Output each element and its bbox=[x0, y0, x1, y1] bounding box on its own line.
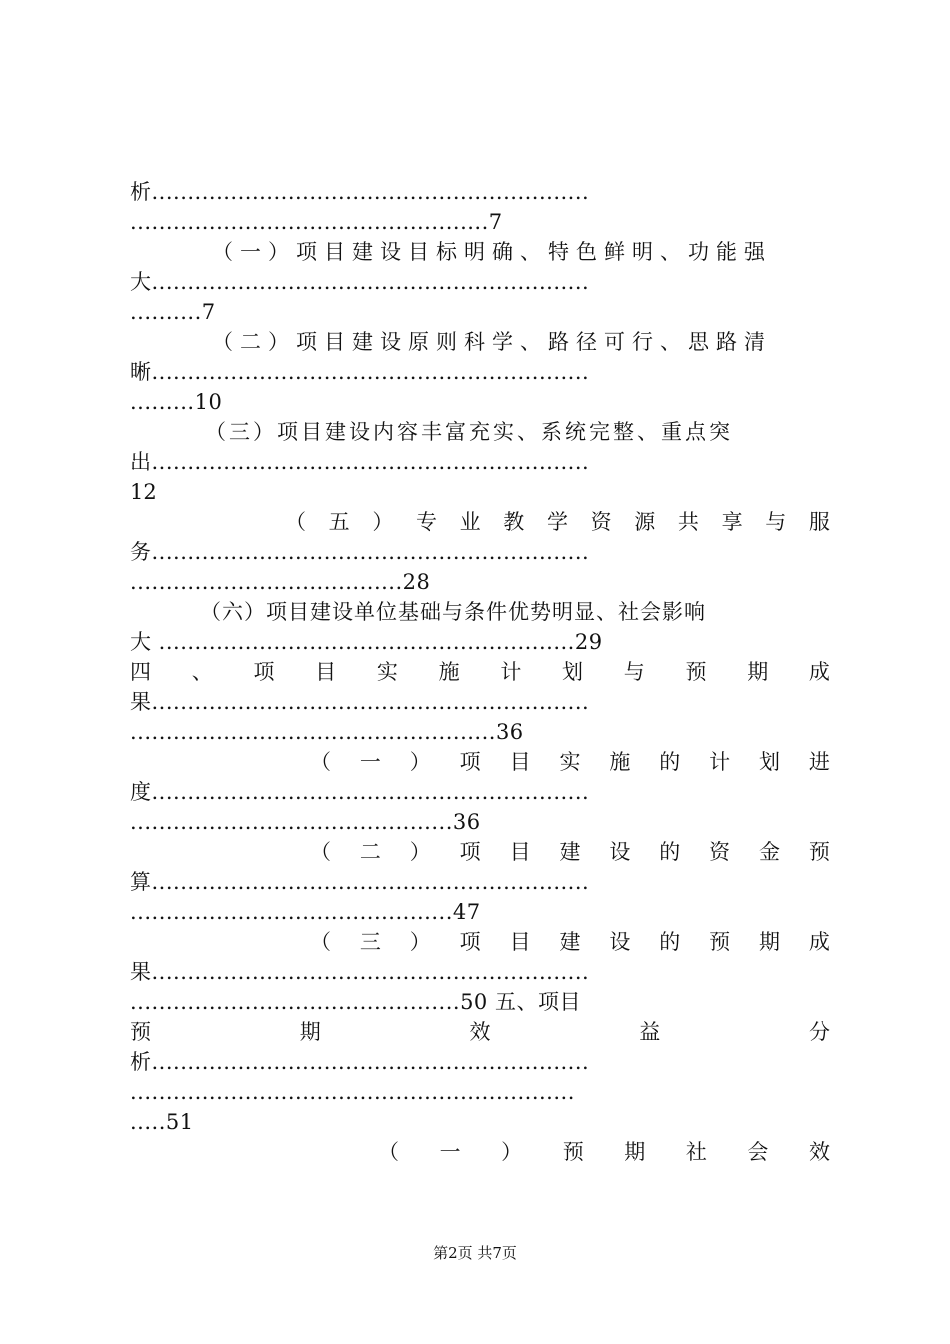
toc-char: 、 bbox=[191, 660, 213, 684]
toc-line: .........10 bbox=[130, 390, 223, 414]
toc-char: 实 bbox=[559, 750, 581, 774]
toc-char: 目 bbox=[315, 660, 337, 684]
toc-char: 项 bbox=[459, 840, 481, 864]
toc-line: 度............................................................. bbox=[130, 780, 590, 804]
toc-line: .............................................36 bbox=[130, 810, 481, 834]
toc-line: 果............................................................. bbox=[130, 690, 590, 714]
toc-entry-heading-justified bbox=[310, 837, 830, 867]
toc-char: 目 bbox=[509, 840, 531, 864]
toc-line: ...................................................36 bbox=[130, 720, 524, 744]
toc-line: 析............................................................. bbox=[130, 1050, 590, 1074]
toc-entry-heading-justified bbox=[310, 927, 830, 957]
toc-entry-heading-justified bbox=[130, 657, 830, 687]
toc-char: 实 bbox=[376, 660, 398, 684]
toc-char: 期 bbox=[747, 660, 769, 684]
toc-char: 期 bbox=[299, 1020, 321, 1044]
toc-line: .....51 bbox=[130, 1110, 194, 1134]
toc-char: 资 bbox=[709, 840, 731, 864]
toc-char: 共 bbox=[677, 510, 699, 534]
toc-line: .............................................................. bbox=[130, 1080, 575, 1104]
toc-char: 的 bbox=[659, 930, 681, 954]
toc-entry-heading: （二）项目建设原则科学、路径可行、思路清 bbox=[212, 330, 772, 354]
toc-char: 源 bbox=[634, 510, 656, 534]
toc-line: 果............................................................. bbox=[130, 960, 590, 984]
toc-char: 会 bbox=[747, 1140, 769, 1164]
toc-char: 成 bbox=[808, 930, 830, 954]
toc-char: 期 bbox=[759, 930, 781, 954]
toc-char: 的 bbox=[659, 840, 681, 864]
toc-char: 建 bbox=[559, 840, 581, 864]
toc-line: ..........7 bbox=[130, 300, 216, 324]
toc-char: 成 bbox=[808, 660, 830, 684]
toc-line: 析............................................................. bbox=[130, 180, 590, 204]
toc-char: 益 bbox=[639, 1020, 661, 1044]
toc-line: ......................................28 bbox=[130, 570, 431, 594]
toc-char: 金 bbox=[759, 840, 781, 864]
toc-char: 项 bbox=[253, 660, 275, 684]
toc-char: ） bbox=[501, 1140, 523, 1164]
toc-char: （ bbox=[310, 750, 331, 774]
toc-char: 效 bbox=[469, 1020, 491, 1044]
page-footer: 第2页 共7页 bbox=[433, 1244, 517, 1262]
toc-char: 施 bbox=[438, 660, 460, 684]
toc-line: ..................................................7 bbox=[130, 210, 503, 234]
toc-char: 预 bbox=[130, 1020, 151, 1044]
toc-char: ） bbox=[409, 930, 431, 954]
toc-char: 二 bbox=[359, 840, 381, 864]
toc-line: 12 bbox=[130, 480, 157, 504]
toc-char: 享 bbox=[721, 510, 743, 534]
toc-char: 资 bbox=[590, 510, 612, 534]
toc-char: 效 bbox=[808, 1140, 830, 1164]
toc-line: 大............................................................. bbox=[130, 270, 590, 294]
toc-char: 建 bbox=[559, 930, 581, 954]
toc-char: （ bbox=[310, 840, 331, 864]
toc-entry-heading: （六）项目建设单位基础与条件优势明显、社会影响 bbox=[200, 600, 706, 624]
toc-char: 划 bbox=[759, 750, 781, 774]
toc-entry-heading: （三）项目建设内容丰富充实、系统完整、重点突 bbox=[205, 420, 733, 444]
toc-char: 服 bbox=[808, 510, 830, 534]
toc-entry-heading: （一）项目建设目标明确、特色鲜明、功能强 bbox=[212, 240, 772, 264]
toc-char: 一 bbox=[439, 1140, 461, 1164]
toc-entry-heading-justified bbox=[285, 507, 830, 537]
toc-entry-heading-justified bbox=[130, 1017, 830, 1047]
toc-line: 晰............................................................. bbox=[130, 360, 590, 384]
toc-char: 与 bbox=[623, 660, 645, 684]
toc-entry-heading-justified bbox=[378, 1137, 830, 1167]
toc-char: 计 bbox=[500, 660, 522, 684]
toc-char: 业 bbox=[459, 510, 481, 534]
toc-char: 预 bbox=[562, 1140, 584, 1164]
toc-char: 学 bbox=[546, 510, 568, 534]
toc-char: 目 bbox=[509, 750, 531, 774]
toc-char: 期 bbox=[624, 1140, 646, 1164]
toc-char: 项 bbox=[459, 930, 481, 954]
toc-line: ..............................................50 五、项目 bbox=[130, 990, 581, 1014]
toc-char: （ bbox=[285, 510, 306, 534]
toc-line: 大 ..........................................................29 bbox=[130, 630, 603, 654]
toc-char: 分 bbox=[809, 1020, 830, 1044]
toc-char: 预 bbox=[685, 660, 707, 684]
toc-char: ） bbox=[409, 840, 431, 864]
toc-char: 教 bbox=[503, 510, 525, 534]
toc-char: （ bbox=[310, 930, 331, 954]
toc-char: 项 bbox=[459, 750, 481, 774]
toc-line: .............................................47 bbox=[130, 900, 481, 924]
toc-char: 施 bbox=[609, 750, 631, 774]
toc-char: 一 bbox=[359, 750, 381, 774]
toc-char: 划 bbox=[562, 660, 584, 684]
toc-char: 三 bbox=[359, 930, 381, 954]
toc-char: 设 bbox=[609, 840, 631, 864]
toc-char: 目 bbox=[509, 930, 531, 954]
toc-line: 出............................................................. bbox=[130, 450, 590, 474]
toc-char: ） bbox=[372, 510, 394, 534]
toc-char: 四 bbox=[130, 660, 151, 684]
toc-char: 预 bbox=[709, 930, 731, 954]
toc-char: 预 bbox=[808, 840, 830, 864]
toc-char: 进 bbox=[808, 750, 830, 774]
toc-char: 专 bbox=[415, 510, 437, 534]
toc-char: 与 bbox=[765, 510, 787, 534]
toc-char: 设 bbox=[609, 930, 631, 954]
toc-char: 计 bbox=[709, 750, 731, 774]
toc-char: ） bbox=[409, 750, 431, 774]
toc-entry-heading-justified bbox=[310, 747, 830, 777]
toc-line: 算............................................................. bbox=[130, 870, 590, 894]
toc-char: 社 bbox=[685, 1140, 707, 1164]
toc-char: （ bbox=[378, 1140, 399, 1164]
toc-line: 务............................................................. bbox=[130, 540, 590, 564]
toc-char: 五 bbox=[328, 510, 350, 534]
toc-char: 的 bbox=[659, 750, 681, 774]
